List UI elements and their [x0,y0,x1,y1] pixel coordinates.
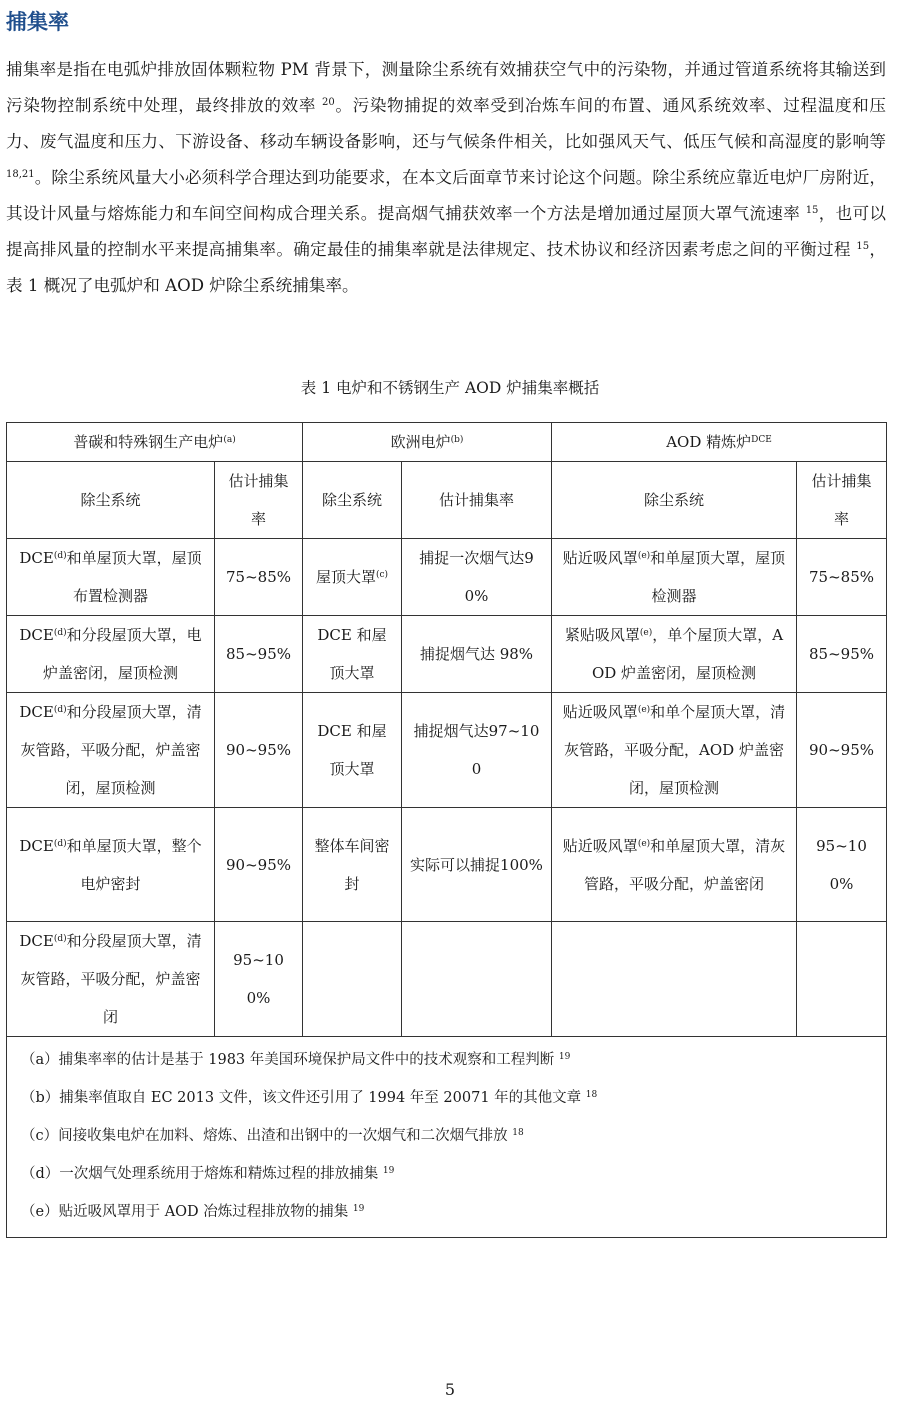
group-header-cell: 欧洲电炉$^{(b)}$ [303,423,552,462]
sub-header-cell: 除尘系统 [7,462,215,539]
table-cell: DCE$^{(d)}$和分段屋顶大罩，清灰管路，平吸分配，炉盖密闭 [7,922,215,1037]
citation-ref: 18,21 [6,169,35,180]
table-note: （c）间接收集电炉在加料、熔炼、出渣和出钢中的一次烟气和二次烟气排放 $^{18}$ [21,1128,524,1144]
table-cell: 贴近吸风罩$^{(e)}$和单个屋顶大罩，清灰管路，平吸分配，AOD 炉盖密闭，屋顶检测 [552,693,797,808]
table-cell: 捕捉烟气达97~100 [402,693,552,808]
table-cell: 捕捉一次烟气达90% [402,539,552,616]
paragraph-text: 捕集率是指在电弧炉排放固体颗粒物 PM 背景下，测量除尘系统有效捕获空气中的污染物，并通过管道系统将其输送到污染物控制系统中处理，最终排放的效率 [6,60,886,115]
table-cell: 捕捉烟气达 98% [402,616,552,693]
table-cell: 95~100% [797,808,887,922]
citation-ref: 15 [805,205,819,216]
table-row [7,539,887,616]
group-header-cell: AOD 精炼炉$^{DCE}$ [552,423,887,462]
table-cell [552,922,797,1037]
table-note: （a）捕集率率的估计是基于 1983 年美国环境保护局文件中的技术观察和工程判断 $^{19}$ [21,1052,571,1068]
citation-ref: 20 [322,97,335,108]
table-cell: 90~95% [797,693,887,808]
table-cell: DCE$^{(d)}$和单屋顶大罩，整个电炉密封 [7,808,215,922]
table-cell: DCE$^{(d)}$和单屋顶大罩，屋顶布置检测器 [7,539,215,616]
table-cell: 95~100% [215,922,303,1037]
table-cell: 90~95% [215,693,303,808]
table-cell: DCE 和屋顶大罩 [303,616,402,693]
table-note: （b）捕集率值取自 EC 2013 文件，该文件还引用了 1994 年至 20071 年的其他文章 $^{18}$ [21,1090,598,1106]
paragraph-text: ，表 1 概况了电弧炉和 AOD 炉除尘系统捕集率。 [6,240,887,295]
page-number: 5 [444,1380,456,1399]
table-cell: DCE$^{(d)}$和分段屋顶大罩，电炉盖密闭，屋顶检测 [7,616,215,693]
table-row [7,693,887,808]
table-cell: 75~85% [797,539,887,616]
body-paragraph [6,52,886,304]
table-cell: DCE$^{(d)}$和分段屋顶大罩，清灰管路，平吸分配，炉盖密闭，屋顶检测 [7,693,215,808]
table-cell: 85~95% [797,616,887,693]
table-cell: 紧贴吸风罩$^{(e)}$，单个屋顶大罩，AOD 炉盖密闭，屋顶检测 [552,616,797,693]
table-cell [402,922,552,1037]
citation-ref: 15 [856,241,870,252]
table-note: （e）贴近吸风罩用于 AOD 冶炼过程排放物的捕集 $^{19}$ [21,1204,365,1220]
sub-header-row [7,462,887,539]
notes-row [7,1037,887,1238]
sub-header-cell: 估计捕集率 [797,462,887,539]
table-cell: 实际可以捕捉100% [402,808,552,922]
table-cell: 90~95% [215,808,303,922]
paragraph-text: ，也可以提高排风量的控制水平来提高捕集率。确定最佳的捕集率就是法律规定、技术协议和经济因素考虑之间的平衡过程 [6,204,887,259]
table-notes [7,1037,887,1238]
section-heading: 捕集率 [6,10,69,34]
table-cell: DCE 和屋顶大罩 [303,693,402,808]
capture-rate-table [6,422,887,1238]
sub-header-cell: 除尘系统 [552,462,797,539]
sub-header-cell: 除尘系统 [303,462,402,539]
table-row [7,616,887,693]
table-cell: 屋顶大罩$^{(c)}$ [303,539,402,616]
paragraph-text: 。除尘系统风量大小必须科学合理达到功能要求，在本文后面章节来讨论这个问题。除尘系统应靠近电炉厂房附近，其设计风量与熔炼能力和车间空间构成合理关系。提高烟气捕获效率一个方法是增加通过屋顶大罩气流速率 [6,168,886,223]
table-row [7,808,887,922]
table-caption: 表 1 电炉和不锈钢生产 AOD 炉捕集率概括 [300,379,600,397]
table-cell: 贴近吸风罩$^{(e)}$和单屋顶大罩，屋顶检测器 [552,539,797,616]
table-row [7,922,887,1037]
group-header-cell: 普碳和特殊钢生产电炉$^{(a)}$ [7,423,303,462]
sub-header-cell: 估计捕集率 [402,462,552,539]
table-cell: 85~95% [215,616,303,693]
table-cell [303,922,402,1037]
table-note: （d）一次烟气处理系统用于熔炼和精炼过程的排放捕集 $^{19}$ [21,1166,395,1182]
table-cell: 贴近吸风罩$^{(e)}$和单屋顶大罩，清灰管路，平吸分配，炉盖密闭 [552,808,797,922]
table-cell [797,922,887,1037]
table-cell: 75~85% [215,539,303,616]
sub-header-cell: 估计捕集率 [215,462,303,539]
paragraph-text: 。污染物捕捉的效率受到冶炼车间的布置、通风系统效率、过程温度和压力、废气温度和压力、下游设备、移动车辆设备影响，还与气候条件相关，比如强风天气、低压气候和高湿度的影响等 [6,96,886,151]
table-cell: 整体车间密封 [303,808,402,922]
group-header-row [7,423,887,462]
